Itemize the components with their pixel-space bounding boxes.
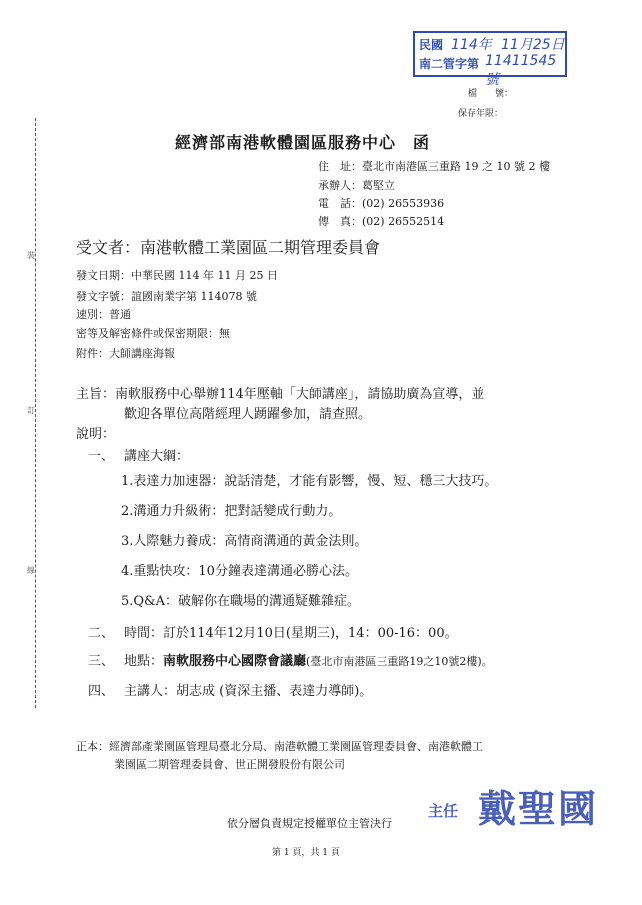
issue-number: 發文字號：誼國南業字第 114078 號 xyxy=(76,290,257,303)
binding-mark-1: 裝 xyxy=(27,251,35,260)
signature xyxy=(428,778,599,833)
stamp-date: 11月25日 xyxy=(501,37,565,53)
outline-item-3: 3.人際魅力養成：高情商溝通的黃金法則。 xyxy=(121,534,368,549)
location-address: (臺北市南港區三重路19之10號2樓)。 xyxy=(306,655,493,668)
binding-line xyxy=(35,118,36,708)
signature-role: 主任 xyxy=(428,802,459,820)
receive-stamp xyxy=(413,31,567,88)
file-number-label: 檔 號： xyxy=(468,89,514,99)
location-label: 地點： xyxy=(124,654,164,669)
outline-item-1: 1.表達力加速器：說話清楚，才能有影響，慢、短、穩三大技巧。 xyxy=(121,474,498,489)
delivery-speed: 速別：普通 xyxy=(76,308,131,321)
sender-handler: 承辦人：葛堅立 xyxy=(318,179,395,192)
section-four-number: 四、 xyxy=(88,684,115,699)
page-title: 經濟部南港軟體園區服務中心 函 xyxy=(175,133,431,152)
outline-item-2: 2.溝通力升級術：把對話變成行動力。 xyxy=(121,504,342,519)
explanation-label: 說明： xyxy=(76,427,116,442)
copies-line-2: 業園區二期管理委員會、世正開發股份有限公司 xyxy=(114,758,345,771)
page-number: 第 1 頁，共 1 頁 xyxy=(272,848,340,858)
event-location xyxy=(124,650,493,669)
sender-phone: 電 話：(02) 26553936 xyxy=(318,197,445,210)
location-venue: 南軟服務中心國際會議廳 xyxy=(163,654,307,669)
signature-name: 戴聖國 xyxy=(478,786,599,831)
stamp-era: 民國 xyxy=(419,38,444,52)
recipient: 受文者：南港軟體工業園區二期管理委員會 xyxy=(76,238,381,257)
attachment: 附件：大師講座海報 xyxy=(76,347,175,360)
subject-line-2: 歡迎各單位高階經理人踴躍參加，請查照。 xyxy=(124,407,372,422)
event-time: 時間：訂於114年12月10日(星期三)，14：00-16：00。 xyxy=(124,626,458,641)
delegation-note: 依分層負責規定授權單位主管決行 xyxy=(227,817,392,830)
section-three-number: 三、 xyxy=(88,654,115,669)
speaker: 主講人：胡志成 (資深主播、表達力導師)。 xyxy=(124,684,373,699)
copies-line-1: 正本：經濟部產業園區管理局臺北分局、南港軟體工業園區管理委員會、南港軟體工 xyxy=(76,740,483,753)
section-one-title: 講座大綱： xyxy=(124,449,190,464)
stamp-prefix: 南二管字第 xyxy=(419,57,480,71)
issue-date: 發文日期：中華民國 114 年 11 月 25 日 xyxy=(76,269,278,282)
stamp-year: 114年 xyxy=(451,37,492,53)
stamp-doc-no: 11411545號 xyxy=(485,53,557,88)
outline-item-5: 5.Q&A：破解你在職場的溝通疑難雜症。 xyxy=(121,594,361,609)
outline-item-4: 4.重點快攻：10分鐘表達溝通必勝心法。 xyxy=(121,564,358,579)
retention-label: 保存年限： xyxy=(458,109,504,119)
section-two-number: 二、 xyxy=(88,626,115,641)
binding-mark-3: 線 xyxy=(27,566,35,575)
section-one-number: 一、 xyxy=(88,449,115,464)
binding-mark-2: 訂 xyxy=(27,406,35,415)
subject-line-1: 主旨：南軟服務中心舉辦114年壓軸「大師講座」，請協助廣為宣導，並 xyxy=(76,387,485,402)
secrecy-level: 密等及解密條件或保密期限：無 xyxy=(76,327,230,340)
sender-address: 住 址：臺北市南港區三重路 19 之 10 號 2 樓 xyxy=(318,160,550,173)
sender-fax: 傳 真：(02) 26552514 xyxy=(318,215,445,228)
